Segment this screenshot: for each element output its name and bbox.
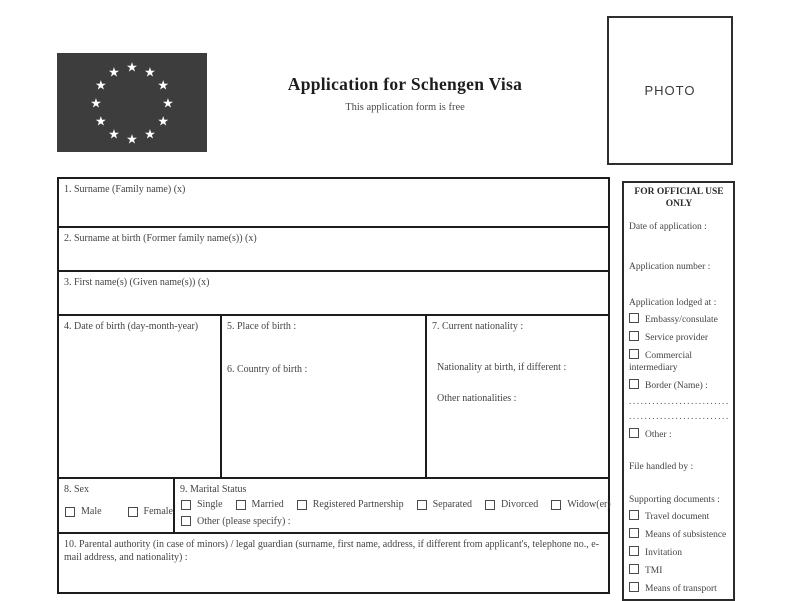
checkbox-separated[interactable] — [417, 500, 427, 510]
flag-star-icon: ★ — [94, 113, 107, 128]
official-use-panel — [622, 181, 735, 601]
field-parental-authority-cell[interactable] — [59, 532, 608, 592]
dotted-line: .......................... — [629, 396, 730, 407]
file-handled-by-label: File handled by : — [629, 461, 694, 472]
supporting-option-tmi-label: TMI — [645, 566, 663, 576]
flag-star-icon: ★ — [157, 113, 170, 128]
checkbox-marital-other[interactable] — [181, 516, 191, 526]
checkbox-invitation[interactable] — [629, 546, 639, 556]
field-surname-at-birth-label: 2. Surname at birth (Former family name(s)) (x) — [64, 233, 257, 244]
supporting-option-invitation — [629, 546, 729, 560]
marital-option-divorced-label: Divorced — [501, 499, 539, 510]
checkbox-commercial-intermediary[interactable] — [629, 349, 639, 359]
sex-option-male — [65, 506, 102, 517]
checkbox-female[interactable] — [128, 507, 138, 517]
supporting-documents-label: Supporting documents : — [629, 494, 720, 505]
flag-star-icon: ★ — [144, 126, 156, 142]
lodged-option-other — [629, 428, 729, 442]
checkbox-means-of-subsistence[interactable] — [629, 528, 639, 538]
flag-star-icon: ★ — [157, 77, 170, 92]
field-parental-authority-label: 10. Parental authority (in case of minors) / legal guardian (surname, first name, address, if different from applicant's, telephone no., e-mail address, and nationality) : — [64, 539, 600, 563]
field-surname-at-birth-cell[interactable] — [59, 226, 608, 270]
checkbox-male[interactable] — [65, 507, 75, 517]
sex-option-male-label: Male — [81, 506, 102, 517]
supporting-option-means-of-subsistence-label: Means of subsistence — [645, 530, 727, 541]
marital-option-other-label: Other (please specify) : — [196, 515, 291, 527]
flag-star-icon: ★ — [90, 95, 102, 110]
marital-option-single — [181, 499, 223, 510]
supporting-option-means-of-transport-label: Means of transport — [645, 583, 717, 594]
lodged-option-border — [629, 379, 729, 393]
official-use-title-line1: FOR OFFICIAL USE — [634, 187, 724, 197]
field-date-of-birth-label: 4. Date of birth (day-month-year) — [64, 321, 199, 332]
application-lodged-at-label: Application lodged at : — [629, 297, 717, 308]
field-sex-label: 8. Sex — [64, 484, 89, 495]
date-of-application-label: Date of application : — [629, 221, 707, 232]
field-nationality-at-birth-label: Nationality at birth, if different : — [437, 362, 567, 373]
lodged-option-border-label: Border (Name) : — [645, 380, 708, 391]
page-subtitle: This application form is free — [345, 102, 465, 113]
flag-star-icon: ★ — [126, 59, 138, 74]
sex-option-female — [128, 506, 173, 517]
page-title: Application for Schengen Visa — [287, 74, 523, 94]
checkbox-widower[interactable] — [551, 500, 561, 510]
eu-flag — [57, 53, 207, 152]
checkbox-divorced[interactable] — [485, 500, 495, 510]
field-current-nationality-label: 7. Current nationality : — [432, 321, 524, 332]
form-header — [240, 74, 570, 113]
official-use-title — [629, 187, 729, 211]
checkbox-means-of-transport[interactable] — [629, 582, 639, 592]
lodged-option-commercial-intermediary — [629, 349, 729, 375]
field-first-names-label: 3. First name(s) (Given name(s)) (x) — [64, 277, 210, 288]
marital-option-widower — [551, 499, 610, 510]
supporting-option-means-of-subsistence — [629, 528, 729, 542]
sex-marital-row — [59, 477, 611, 532]
flag-star-icon: ★ — [108, 126, 120, 142]
lodged-option-commercial-intermediary-label: Commercial intermediary — [629, 351, 692, 373]
field-date-of-birth-cell[interactable] — [59, 316, 220, 477]
checkbox-tmi[interactable] — [629, 564, 639, 574]
dotted-line: .......................... — [629, 411, 730, 422]
sex-option-female-label: Female — [143, 506, 173, 517]
flag-star-icon: ★ — [108, 63, 120, 79]
application-form — [57, 177, 610, 594]
field-marital-status-label: 9. Marital Status — [179, 484, 247, 495]
marital-option-separated — [417, 499, 472, 510]
supporting-option-tmi — [629, 564, 729, 578]
application-number-label: Application number : — [629, 261, 711, 272]
supporting-option-means-of-transport — [629, 582, 729, 596]
supporting-option-travel-document — [629, 510, 729, 524]
lodged-option-embassy — [629, 313, 729, 327]
marital-option-divorced — [485, 499, 538, 510]
flag-star-icon: ★ — [144, 63, 156, 79]
birth-and-nationality-row — [59, 314, 608, 477]
checkbox-lodged-other[interactable] — [629, 428, 639, 438]
flag-star-icon: ★ — [162, 95, 174, 110]
field-place-of-birth-label: 5. Place of birth : — [227, 321, 297, 332]
field-place-of-birth-cell[interactable] — [220, 316, 425, 477]
photo-placeholder[interactable] — [607, 16, 733, 165]
field-marital-status-cell — [173, 479, 611, 532]
field-nationality-cell[interactable] — [425, 316, 608, 477]
checkbox-travel-document[interactable] — [629, 510, 639, 520]
field-surname-cell[interactable] — [59, 179, 608, 226]
checkbox-married[interactable] — [236, 500, 246, 510]
field-country-of-birth-label: 6. Country of birth : — [227, 364, 308, 375]
marital-option-married-label: Married — [251, 499, 284, 510]
checkbox-service-provider[interactable] — [629, 331, 639, 341]
checkbox-embassy-consulate[interactable] — [629, 313, 639, 323]
marital-option-registered-partnership-label: Registered Partnership — [312, 499, 404, 510]
marital-option-single-label: Single — [196, 499, 223, 510]
marital-option-registered-partnership — [297, 499, 404, 510]
flag-star-icon: ★ — [94, 77, 107, 92]
field-surname-label: 1. Surname (Family name) (x) — [64, 184, 186, 195]
marital-option-separated-label: Separated — [432, 499, 473, 510]
flag-star-icon: ★ — [126, 131, 138, 146]
marital-option-widower-label: Widow(er) — [567, 499, 611, 510]
checkbox-border-name[interactable] — [629, 379, 639, 389]
supporting-option-travel-document-label: Travel document — [645, 512, 710, 523]
field-other-nationalities-label: Other nationalities : — [437, 393, 517, 404]
lodged-option-service-provider — [629, 331, 729, 345]
marital-option-married — [236, 499, 284, 510]
marital-option-other — [181, 516, 291, 527]
photo-label: PHOTO — [644, 83, 696, 98]
field-sex-cell — [59, 479, 173, 532]
supporting-option-invitation-label: Invitation — [645, 548, 682, 559]
checkbox-single[interactable] — [181, 500, 191, 510]
lodged-option-other-label: Other : — [645, 429, 672, 440]
checkbox-registered-partnership[interactable] — [297, 500, 307, 510]
lodged-option-embassy-label: Embassy/consulate — [645, 315, 718, 326]
lodged-option-service-provider-label: Service provider — [645, 333, 709, 344]
field-first-names-cell[interactable] — [59, 270, 608, 314]
official-use-title-line2: ONLY — [665, 198, 693, 209]
